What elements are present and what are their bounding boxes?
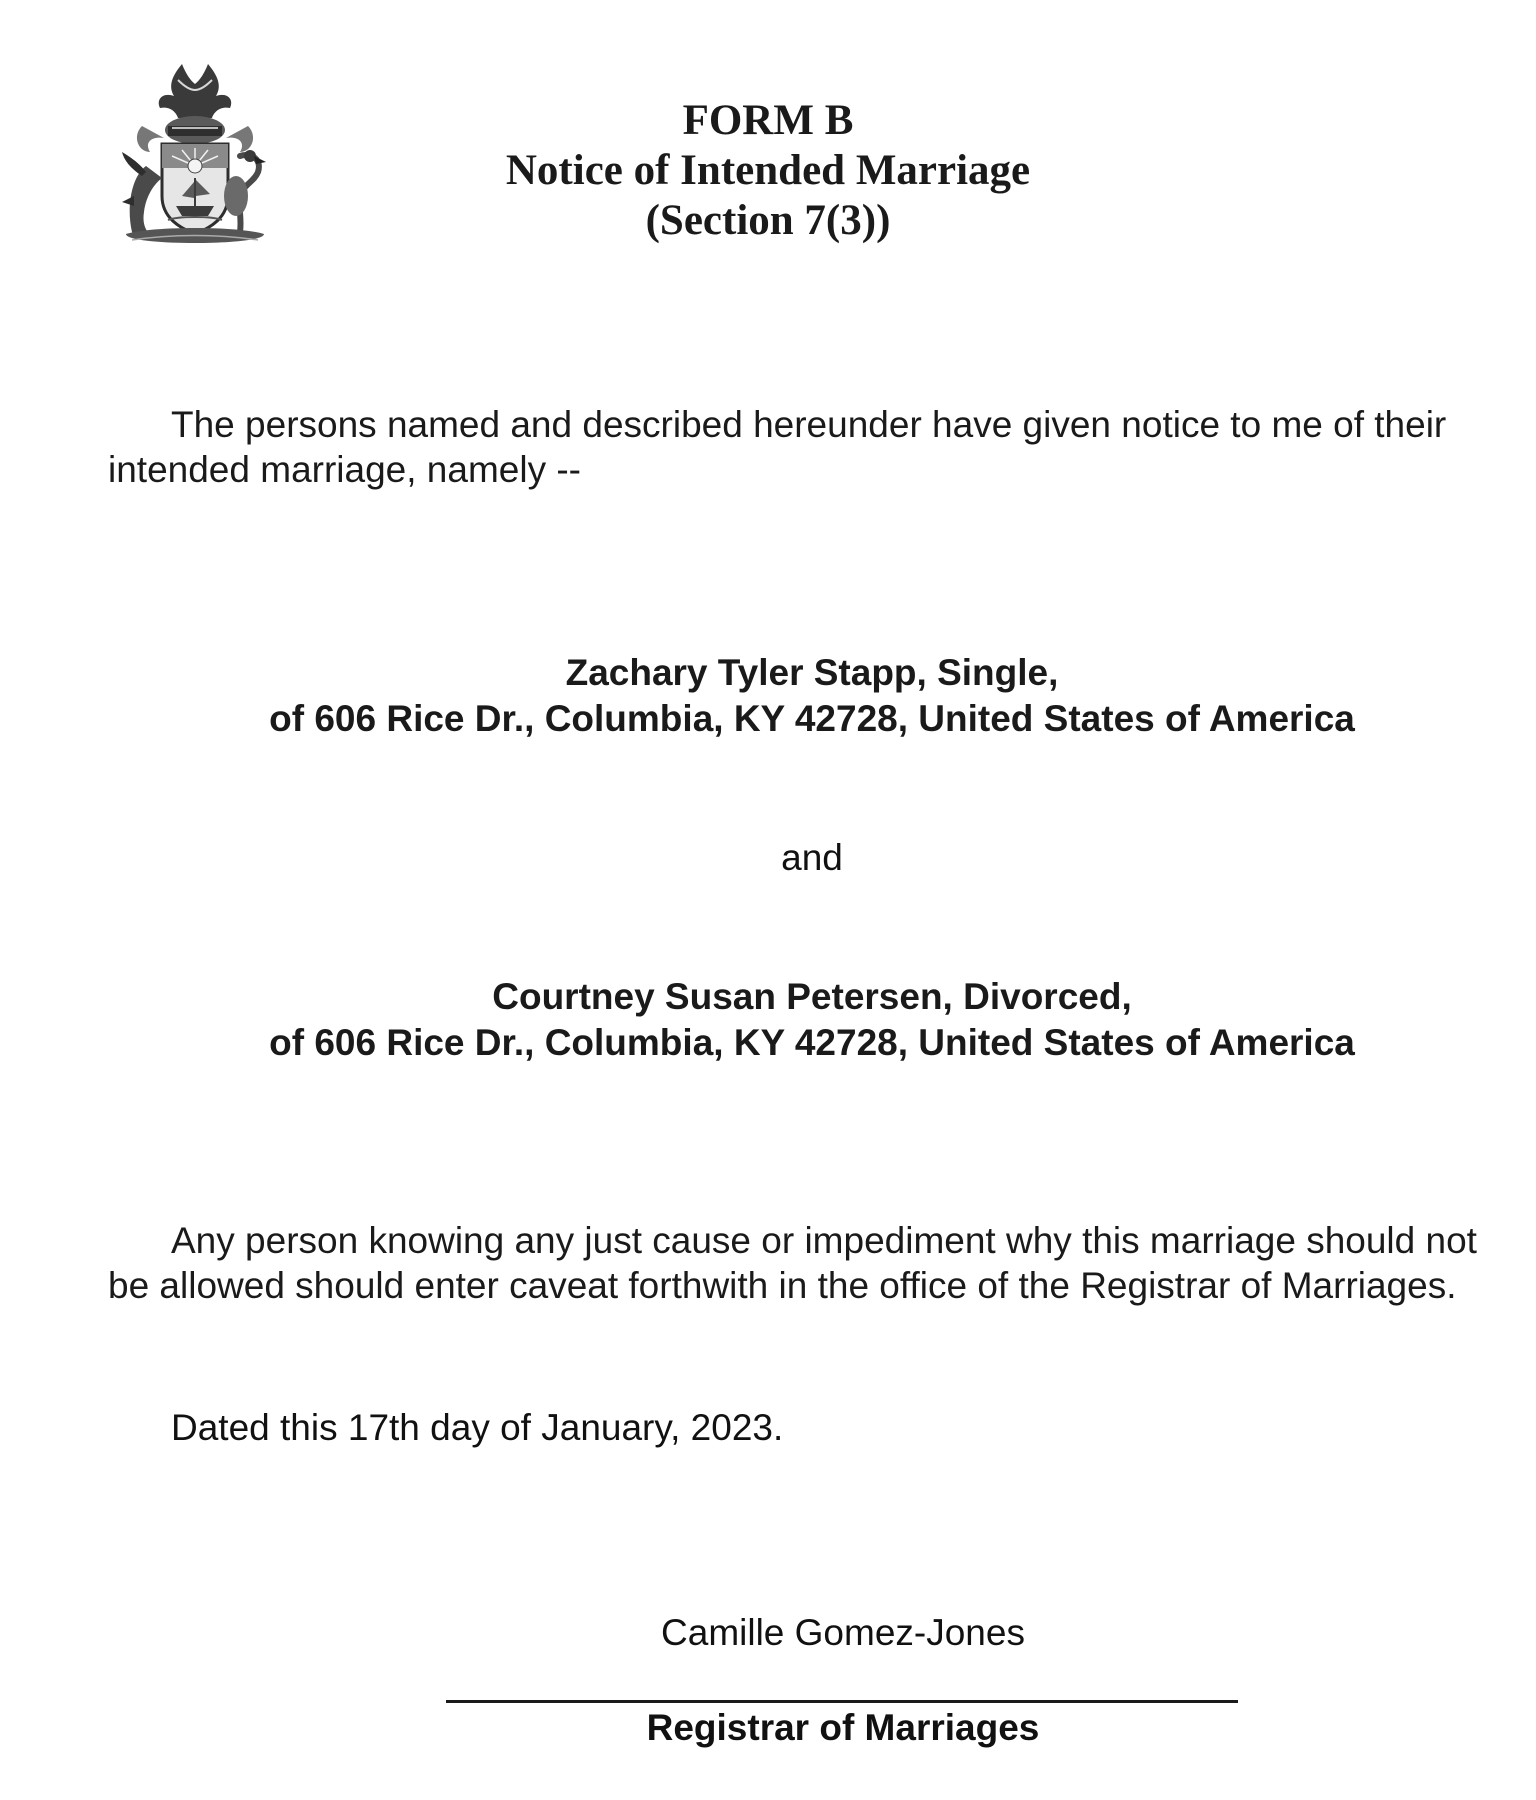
party-address-line: of 606 Rice Dr., Columbia, KY 42728, United States of America (269, 698, 1355, 739)
conjunction-text: and (781, 837, 843, 878)
intro-paragraph (108, 402, 1508, 492)
signatory-title: Registrar of Marriages (646, 1707, 1040, 1748)
caveat-line-1: Any person knowing any just cause or impediment why this marriage should not (171, 1220, 1477, 1261)
intro-line-2: intended marriage, namely -- (108, 449, 581, 490)
party-block-2 (0, 974, 1536, 1066)
party-block-1 (0, 650, 1536, 742)
signature-line (446, 1700, 1238, 1703)
document-title: Notice of Intended Marriage (505, 147, 1031, 194)
party-name-line: Zachary Tyler Stapp, Single, (565, 652, 1059, 693)
dated-line: Dated this 17th day of January, 2023. (171, 1407, 784, 1448)
section-reference: (Section 7(3)) (645, 197, 891, 244)
signatory-name: Camille Gomez-Jones (661, 1612, 1025, 1653)
caveat-paragraph (108, 1218, 1508, 1308)
party-address-line: of 606 Rice Dr., Columbia, KY 42728, United States of America (269, 1022, 1355, 1063)
form-header (0, 96, 1536, 246)
intro-line-1: The persons named and described hereunder have given notice to me of their (171, 404, 1447, 445)
form-label: FORM B (682, 97, 854, 144)
caveat-line-2: be allowed should enter caveat forthwith in the office of the Registrar of Marriages. (108, 1265, 1457, 1306)
party-name-line: Courtney Susan Petersen, Divorced, (492, 976, 1132, 1017)
